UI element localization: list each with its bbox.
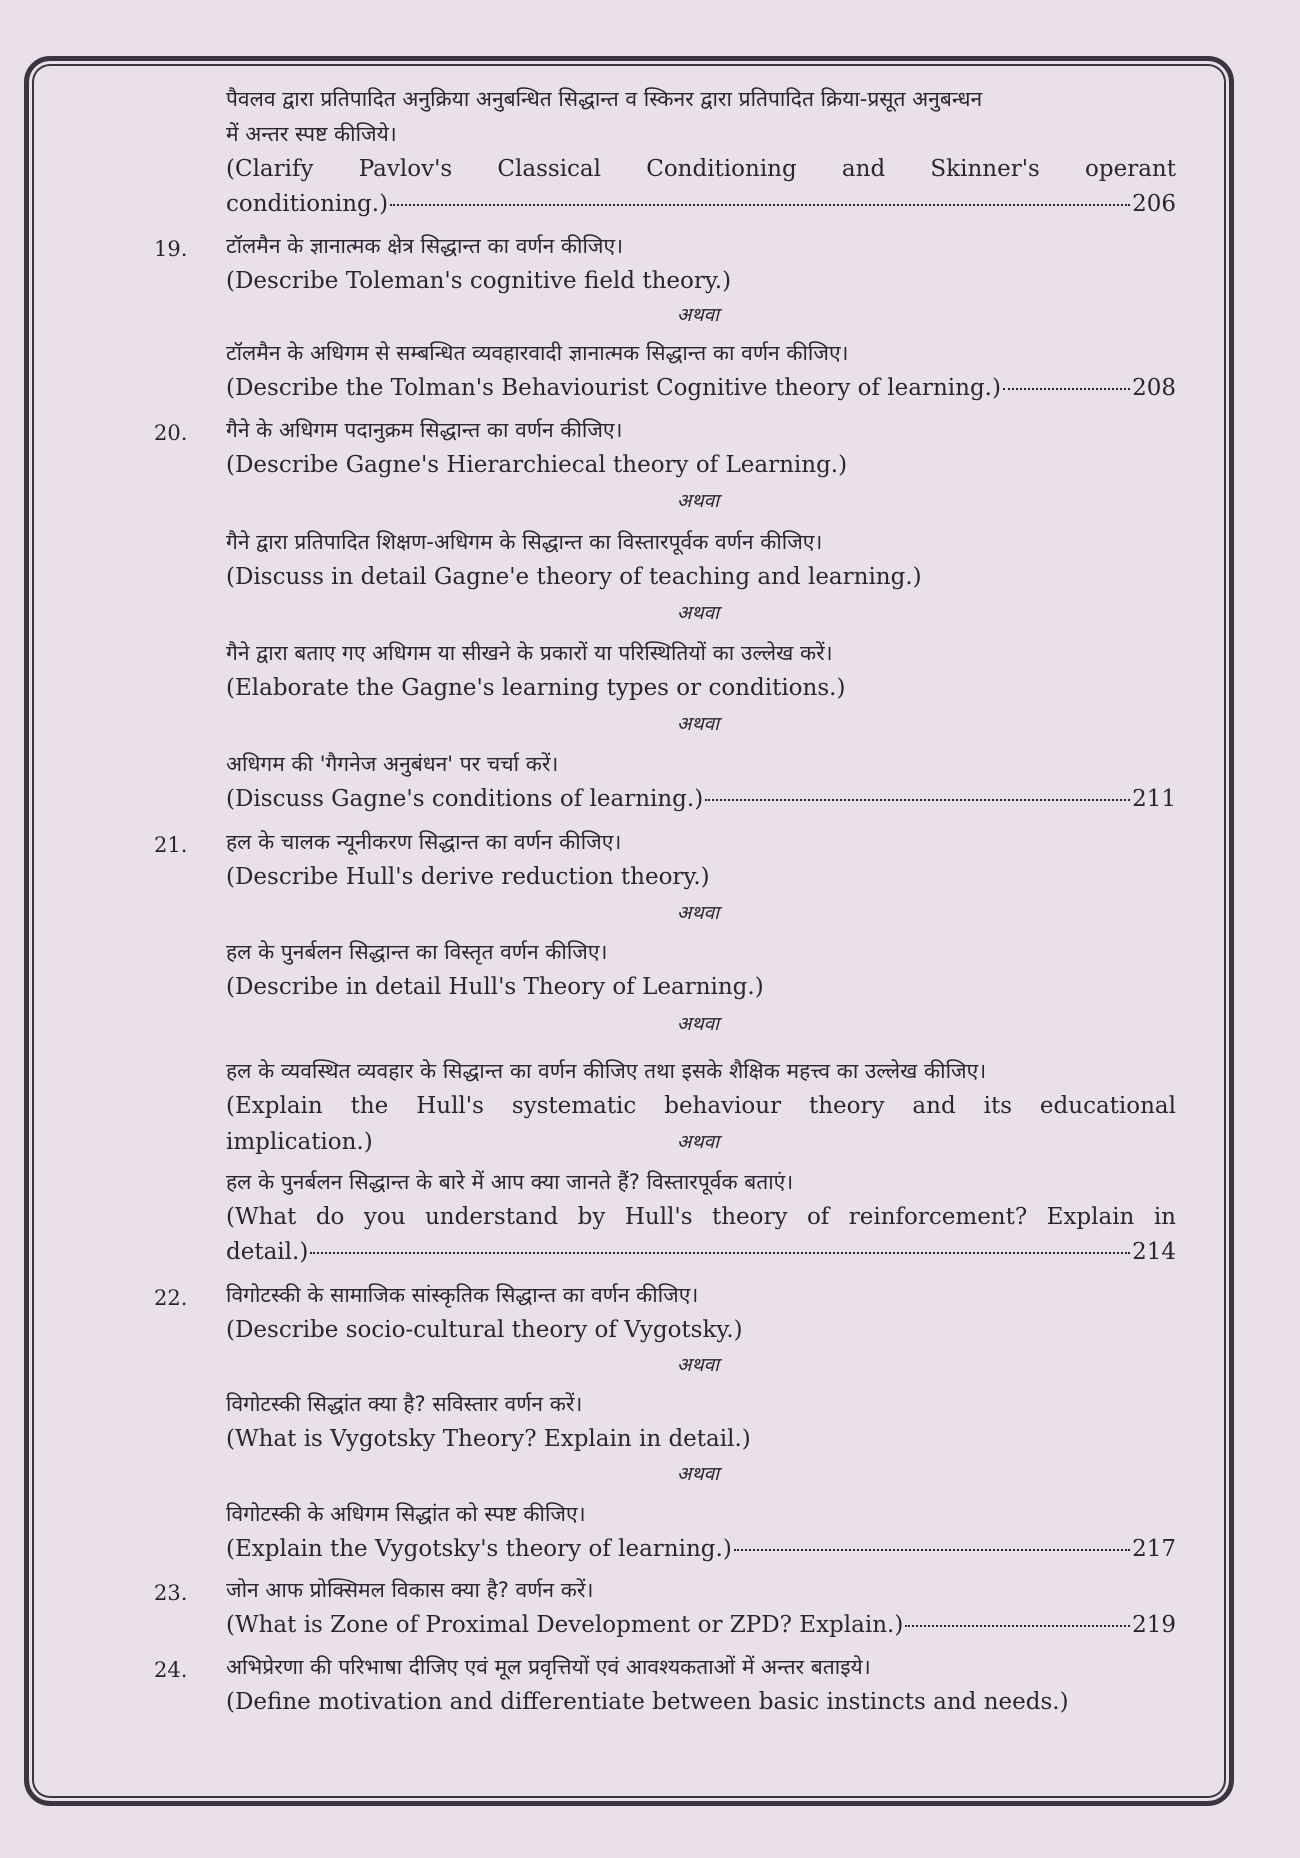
item-20-hindi-3: गैने द्वारा बताए गए अधिगम या सीखने के प्रकारों या परिस्थितियों का उल्लेख करें। xyxy=(226,641,833,665)
item-20-english-3: (Elaborate the Gagne's learning types or conditions.) xyxy=(226,675,846,701)
item-22-hindi-2: विगोटस्की सिद्धांत क्या है? सविस्तार वर्णन करें। xyxy=(226,1392,583,1416)
item-21-hindi-4: हल के पुनर्बलन सिद्धान्त के बारे में आप क्या जानते हैं? विस्तारपूर्वक बताएं। xyxy=(226,1170,794,1194)
item-22-english-2: (What is Vygotsky Theory? Explain in detail.) xyxy=(226,1426,751,1452)
item-21-hindi-3: हल के व्यवस्थित व्यवहार के सिद्धान्त का वर्णन कीजिए तथा इसके शैक्षिक महत्त्व का उल्लेख कीजिए। xyxy=(226,1059,987,1083)
item-20-english-4 xyxy=(226,784,1176,814)
item-number: 19. xyxy=(154,237,188,261)
item-20-hindi-1: गैने के अधिगम पदानुक्रम सिद्धान्त का वर्णन कीजिए। xyxy=(226,418,623,442)
item-21-english-1: (Describe Hull's derive reduction theory.) xyxy=(226,864,710,890)
item-18-hindi-line-2: में अन्तर स्पष्ट कीजिये। xyxy=(226,122,397,146)
toc-text: (What is Zone of Proximal Development or ZPD? Explain.) xyxy=(226,1612,904,1638)
item-18-hindi-line-1: पैवलव द्वारा प्रतिपादित अनुक्रिया अनुबन्धित सिद्धान्त व स्किनर द्वारा प्रतिपादित क्रिया-प्रसूत अनुबन्धन xyxy=(226,87,983,111)
item-22-english-1: (Describe socio-cultural theory of Vygotsky.) xyxy=(226,1317,743,1343)
dot-leader xyxy=(390,204,1130,206)
item-24-hindi: अभिप्रेरणा की परिभाषा दीजिए एवं मूल प्रवृत्तियों एवं आवश्यकताओं में अन्तर बताइये। xyxy=(226,1655,871,1679)
item-18-english-line-1: (Clarify Pavlov's Classical Conditioning and Skinner's operant xyxy=(226,156,1176,182)
item-19-english-1: (Describe Toleman's cognitive field theory.) xyxy=(226,268,732,294)
item-19-hindi-2: टॉलमैन के अधिगम से सम्बन्धित व्यवहारवादी ज्ञानात्मक सिद्धान्त का वर्णन कीजिए। xyxy=(226,341,849,365)
toc-text: (Describe the Tolman's Behaviourist Cognitive theory of learning.) xyxy=(226,375,1001,401)
item-22-hindi-3: विगोटस्की के अधिगम सिद्धांत को स्पष्ट कीजिए। xyxy=(226,1502,586,1526)
page-number: 214 xyxy=(1132,1239,1176,1265)
item-21-hindi-2: हल के पुनर्बलन सिद्धान्त का विस्तृत वर्णन कीजिए। xyxy=(226,940,608,964)
item-22-english-3 xyxy=(226,1534,1176,1564)
or-separator: अथवा xyxy=(676,1013,720,1035)
toc-text: (Discuss Gagne's conditions of learning.) xyxy=(226,786,704,812)
or-separator: अथवा xyxy=(676,1354,720,1376)
or-separator: अथवा xyxy=(676,713,720,735)
item-number: 20. xyxy=(154,421,188,445)
item-20-english-2: (Discuss in detail Gagne'e theory of teaching and learning.) xyxy=(226,564,922,590)
or-separator: अथवा xyxy=(676,902,720,924)
toc-text: detail.) xyxy=(226,1239,309,1265)
item-21-english-4a: (What do you understand by Hull's theory of reinforcement? Explain in xyxy=(226,1204,1176,1230)
page-number: 211 xyxy=(1132,786,1176,812)
item-number: 23. xyxy=(154,1581,188,1605)
dot-leader xyxy=(705,799,1130,801)
item-20-hindi-4: अधिगम की 'गैगनेज अनुबंधन' पर चर्चा करें। xyxy=(226,752,559,776)
page-number: 217 xyxy=(1132,1536,1176,1562)
toc-text: conditioning.) xyxy=(226,191,389,217)
item-21-english-3a: (Explain the Hull's systematic behaviour theory and its educational xyxy=(226,1093,1176,1119)
dot-leader xyxy=(905,1625,1130,1627)
item-19-hindi-1: टॉलमैन के ज्ञानात्मक क्षेत्र सिद्धान्त का वर्णन कीजिए। xyxy=(226,234,624,258)
toc-text: (Explain the Vygotsky's theory of learning.) xyxy=(226,1536,732,1562)
or-separator: अथवा xyxy=(676,1131,720,1153)
dot-leader xyxy=(310,1252,1130,1254)
item-number: 22. xyxy=(154,1286,188,1310)
page-number: 206 xyxy=(1132,191,1176,217)
or-separator: अथवा xyxy=(676,304,720,326)
page-number: 219 xyxy=(1132,1612,1176,1638)
item-22-hindi-1: विगोटस्की के सामाजिक सांस्कृतिक सिद्धान्त का वर्णन कीजिए। xyxy=(226,1283,699,1307)
or-separator: अथवा xyxy=(676,490,720,512)
item-23-hindi: जोन आफ प्रोक्सिमल विकास क्या है? वर्णन करें। xyxy=(226,1578,594,1602)
item-21-english-2: (Describe in detail Hull's Theory of Learning.) xyxy=(226,974,764,1000)
item-21-english-3b: implication.) xyxy=(226,1129,373,1155)
page-number: 208 xyxy=(1132,375,1176,401)
dot-leader xyxy=(1003,388,1130,390)
or-separator: अथवा xyxy=(676,602,720,624)
or-separator: अथवा xyxy=(676,1463,720,1485)
item-21-hindi-1: हल के चालक न्यूनीकरण सिद्धान्त का वर्णन कीजिए। xyxy=(226,830,622,854)
item-number: 21. xyxy=(154,833,188,857)
item-24-english: (Define motivation and differentiate between basic instincts and needs.) xyxy=(226,1689,1069,1715)
item-number: 24. xyxy=(154,1658,188,1682)
item-20-hindi-2: गैने द्वारा प्रतिपादित शिक्षण-अधिगम के सिद्धान्त का विस्तारपूर्वक वर्णन कीजिए। xyxy=(226,530,823,554)
item-19-english-2 xyxy=(226,373,1176,403)
item-21-english-4b xyxy=(226,1237,1176,1267)
item-18-english-line-2 xyxy=(226,189,1176,219)
dot-leader xyxy=(734,1549,1130,1551)
item-20-english-1: (Describe Gagne's Hierarchiecal theory of Learning.) xyxy=(226,452,848,478)
item-23-english xyxy=(226,1610,1176,1640)
